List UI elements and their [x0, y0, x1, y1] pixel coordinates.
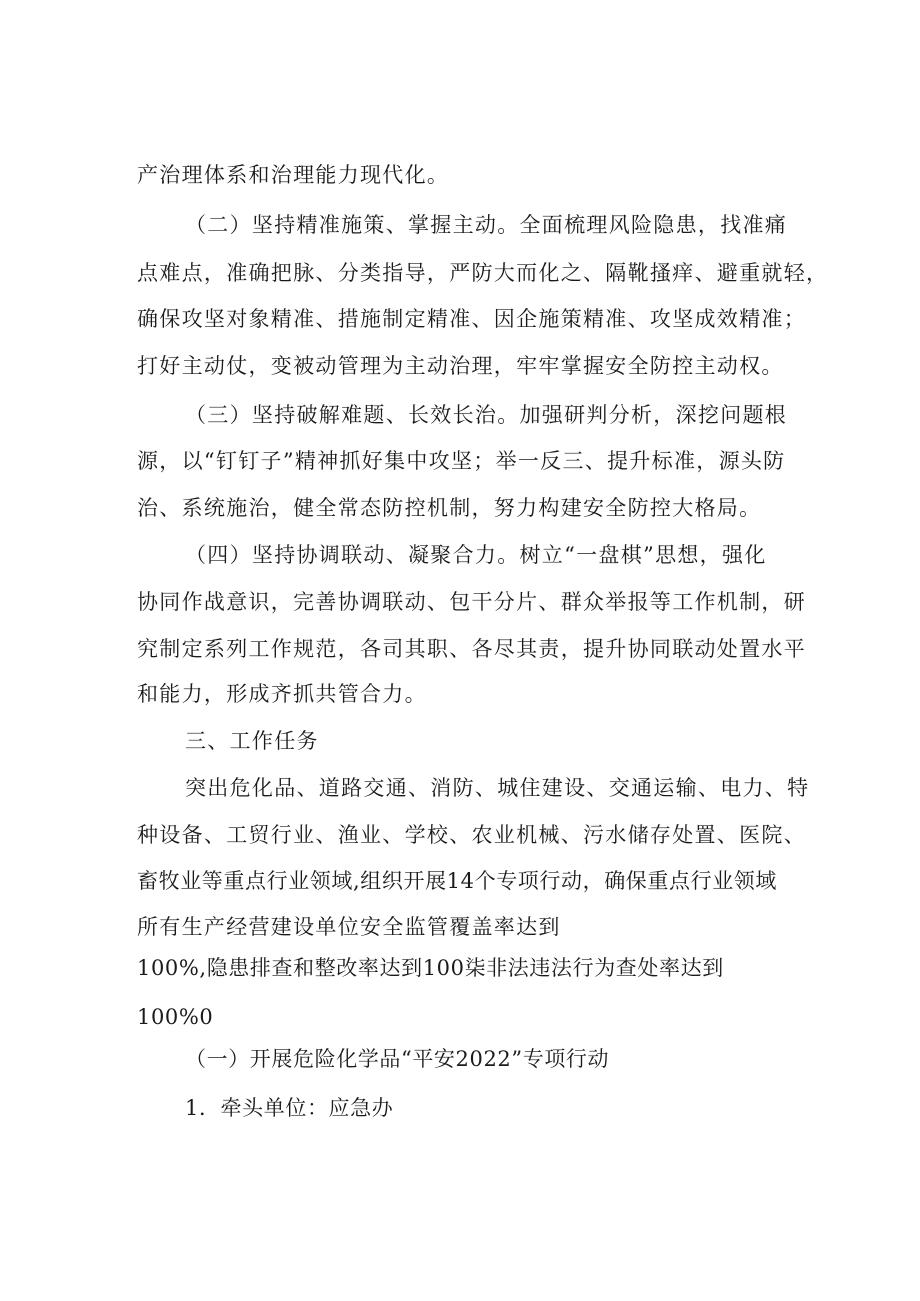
text-line-19: 100%0	[137, 1005, 214, 1029]
text-line-8: 治、系统施治，健全常态防控机制，努力构建安全防控大格局。	[137, 496, 762, 520]
text-line-14: 突出危化品、道路交通、消防、城住建设、交通运输、电力、特	[185, 776, 810, 800]
text-line-11: 究制定系列工作规范，各司其职、各尽其责，提升协同联动处置水平	[137, 637, 806, 661]
paragraph-3-heading: （三）坚持破解难题、长效长治。加强研判分析，深挖问题根	[185, 403, 788, 427]
text-line-12: 和能力，形成齐抓共管合力。	[137, 682, 427, 706]
lead-unit-line: 1．牵头单位：应急办	[185, 1096, 394, 1120]
text-line-17: 所有生产经营建设单位安全监管覆盖率达到	[137, 915, 561, 939]
text-line-5: 打好主动仗，变被动管理为主动治理，牢牢掌握安全防控主动权。	[137, 354, 784, 378]
text-line-7: 源，以“钉钉子”精神抓好集中攻坚；举一反三、提升标准，源头防	[137, 449, 786, 473]
text-line-10: 协同作战意识，完善协调联动、包干分片、群众举报等工作机制，研	[137, 590, 806, 614]
paragraph-2-heading: （二）坚持精准施策、掌握主动。全面梳理风险隐患，找准痛	[185, 213, 788, 237]
paragraph-4-heading: （四）坚持协调联动、凝聚合力。树立“一盘棋”思想，强化	[185, 543, 767, 567]
text-line-16: 畜牧业等重点行业领域,组织开展14个专项行动，确保重点行业领域	[137, 869, 777, 893]
text-line-15: 种设备、工贸行业、渔业、学校、农业机械、污水储存处置、医院、	[137, 823, 806, 847]
subsection-one-heading: （一）开展危险化学品“平安2022”专项行动	[185, 1047, 610, 1071]
text-line-4: 确保攻坚对象精准、措施制定精准、因企施策精准、攻坚成效精准；	[137, 307, 806, 331]
section-three-heading: 三、工作任务	[185, 729, 319, 753]
text-line-3: 点难点，准确把脉、分类指导，严防大而化之、隔靴搔痒、避重就轻，	[137, 261, 829, 285]
text-line-18: 100%,隐患排查和整改率达到100柒非法违法行为查处率达到	[137, 956, 724, 980]
text-line-1: 产治理体系和治理能力现代化。	[137, 163, 450, 187]
